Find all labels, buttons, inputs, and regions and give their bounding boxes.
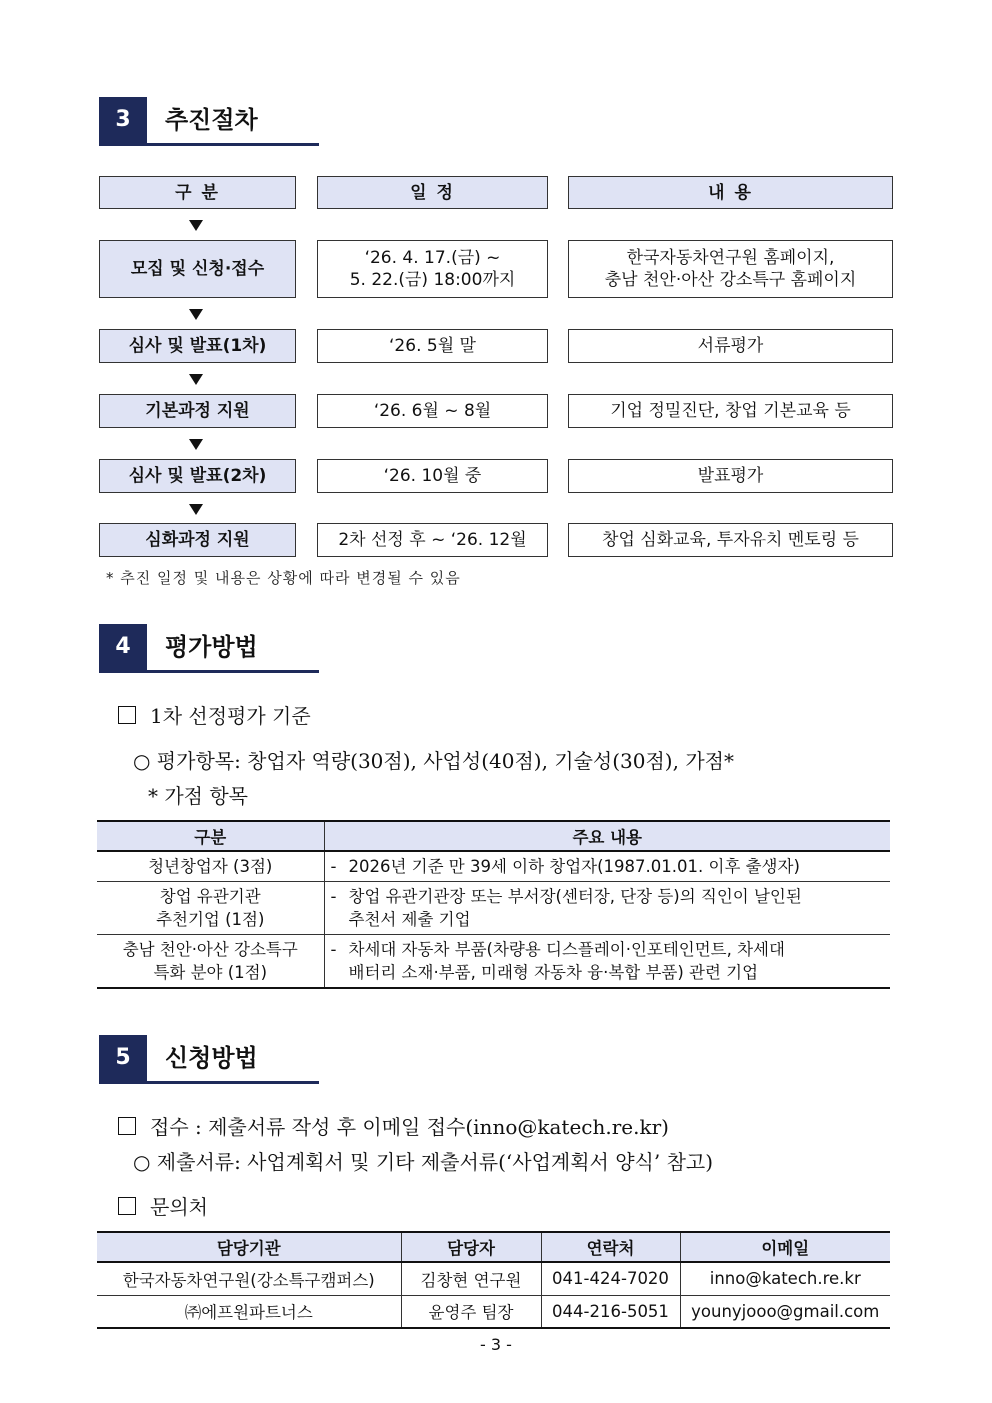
content-review-1: 서류평가 — [568, 329, 893, 363]
category-cell: 청년창업자 (3점) — [97, 851, 324, 882]
schedule-line: ‘26. 4. 17.(금) ~ — [364, 248, 501, 268]
email-cell: inno@katech.re.kr — [680, 1262, 890, 1295]
section-title: 신청방법 — [165, 1044, 258, 1072]
section-3-heading — [99, 97, 319, 146]
section-title: 추진절차 — [165, 106, 258, 134]
person-cell: 윤영주 팀장 — [401, 1295, 541, 1328]
checkbox-square-icon — [118, 1197, 136, 1215]
stage-review-1: 심사 및 발표(1차) — [99, 329, 296, 363]
item-text: 접수 : 제출서류 작성 후 이메일 접수(inno@katech.re.kr) — [150, 1115, 669, 1139]
down-arrow-icon — [189, 374, 203, 385]
category-line: 특화 분야 (1점) — [153, 963, 268, 982]
description-cell: - 차세대 자동차 부품(차량용 디스플레이·인포테인먼트, 차세대 배터리 소재·부품, 미래형 자동차 융·복합 부품) 관련 기업 — [324, 935, 890, 989]
column-header: 구분 — [97, 821, 324, 851]
column-header: 연락처 — [541, 1232, 680, 1262]
evaluation-criteria-item — [118, 700, 311, 729]
schedule-basic-course: ‘26. 6월 ~ 8월 — [317, 394, 548, 428]
bonus-items-label: * 가점 항목 — [148, 784, 248, 808]
section-4-heading — [99, 624, 319, 673]
content-advanced-course: 창업 심화교육, 투자유치 멘토링 등 — [568, 523, 893, 557]
content-line: 충남 천안·아산 강소특구 홈페이지 — [604, 270, 857, 290]
person-cell: 김창현 연구원 — [401, 1262, 541, 1295]
section-5-heading — [99, 1035, 319, 1084]
schedule-advanced-course: 2차 선정 후 ~ ‘26. 12월 — [317, 523, 548, 557]
category-cell — [97, 935, 324, 989]
column-header: 담당자 — [401, 1232, 541, 1262]
stage-recruitment: 모집 및 신청·접수 — [99, 240, 296, 298]
schedule-review-1: ‘26. 5월 말 — [317, 329, 548, 363]
stage-advanced-course: 심화과정 지원 — [99, 523, 296, 557]
table-row — [97, 935, 890, 989]
down-arrow-icon — [189, 504, 203, 515]
category-line: 추천기업 (1점) — [156, 910, 265, 929]
category-line: 충남 천안·아산 강소특구 — [122, 940, 298, 959]
contact-item — [118, 1191, 208, 1220]
phone-cell: 041-424-7020 — [541, 1262, 680, 1295]
bonus-points-table — [97, 820, 890, 989]
section-number: 3 — [99, 97, 147, 143]
header-schedule: 일 정 — [317, 176, 548, 209]
page-number: - 3 - — [480, 1335, 512, 1354]
org-cell: 한국자동차연구원(강소특구캠퍼스) — [97, 1262, 401, 1295]
org-cell: ㈜에프원파트너스 — [184, 1303, 313, 1323]
category-line: 창업 유관기관 — [159, 887, 261, 906]
description-cell: - 2026년 기준 만 39세 이하 창업자(1987.01.01. 이후 출생자) — [324, 851, 890, 882]
schedule-recruitment — [317, 240, 548, 298]
description-line: 2026년 기준 만 39세 이하 창업자(1987.01.01. 이후 출생자) — [348, 857, 800, 876]
table-header-row — [97, 821, 890, 851]
evaluation-items-line: ○ 평가항목: 창업자 역량(30점), 사업성(40점), 기술성(30점), 가점* — [133, 749, 734, 773]
checkbox-square-icon — [118, 706, 136, 724]
schedule-line: 5. 22.(금) 18:00까지 — [349, 270, 516, 290]
content-line: 한국자동차연구원 홈페이지, — [626, 248, 835, 268]
stage-review-2: 심사 및 발표(2차) — [99, 459, 296, 493]
down-arrow-icon — [189, 439, 203, 450]
header-category: 구 분 — [99, 176, 296, 209]
section-number: 4 — [99, 624, 147, 670]
description-line: 창업 유관기관장 또는 부서장(센터장, 단장 등)의 직인이 날인된 — [348, 887, 802, 906]
table-row — [97, 882, 890, 935]
checkbox-square-icon — [118, 1117, 136, 1135]
description-cell: - 창업 유관기관장 또는 부서장(센터장, 단장 등)의 직인이 날인된 추천서 제출 기업 — [324, 882, 890, 935]
documents-line: ○ 제출서류: 사업계획서 및 기타 제출서류(‘사업계획서 양식’ 참고) — [133, 1150, 714, 1174]
submission-item — [118, 1111, 669, 1140]
section-title: 평가방법 — [165, 633, 258, 661]
category-cell — [97, 882, 324, 935]
table-row — [97, 1262, 890, 1295]
description-line: 추천서 제출 기업 — [348, 910, 471, 929]
down-arrow-icon — [189, 309, 203, 320]
phone-cell: 044-216-5051 — [541, 1295, 680, 1328]
column-header: 주요 내용 — [324, 821, 890, 851]
table-row — [97, 851, 890, 882]
item-text: 문의처 — [150, 1195, 208, 1219]
description-line: 배터리 소재·부품, 미래형 자동차 융·복합 부품) 관련 기업 — [348, 963, 759, 982]
content-basic-course: 기업 정밀진단, 창업 기본교육 등 — [568, 394, 893, 428]
contact-table — [97, 1231, 890, 1329]
schedule-note: * 추진 일정 및 내용은 상황에 따라 변경될 수 있음 — [106, 569, 461, 587]
content-recruitment — [568, 240, 893, 298]
column-header: 이메일 — [680, 1232, 890, 1262]
section-number: 5 — [99, 1035, 147, 1081]
item-text: 1차 선정평가 기준 — [150, 704, 311, 728]
content-review-2: 발표평가 — [568, 459, 893, 493]
schedule-review-2: ‘26. 10월 중 — [317, 459, 548, 493]
column-header: 담당기관 — [97, 1232, 401, 1262]
email-cell: younyjooo@gmail.com — [680, 1295, 890, 1328]
down-arrow-icon — [189, 220, 203, 231]
table-row — [97, 1295, 890, 1328]
description-line: 차세대 자동차 부품(차량용 디스플레이·인포테인먼트, 차세대 — [348, 940, 785, 959]
table-header-row — [97, 1232, 890, 1262]
stage-basic-course: 기본과정 지원 — [99, 394, 296, 428]
header-content: 내 용 — [568, 176, 893, 209]
